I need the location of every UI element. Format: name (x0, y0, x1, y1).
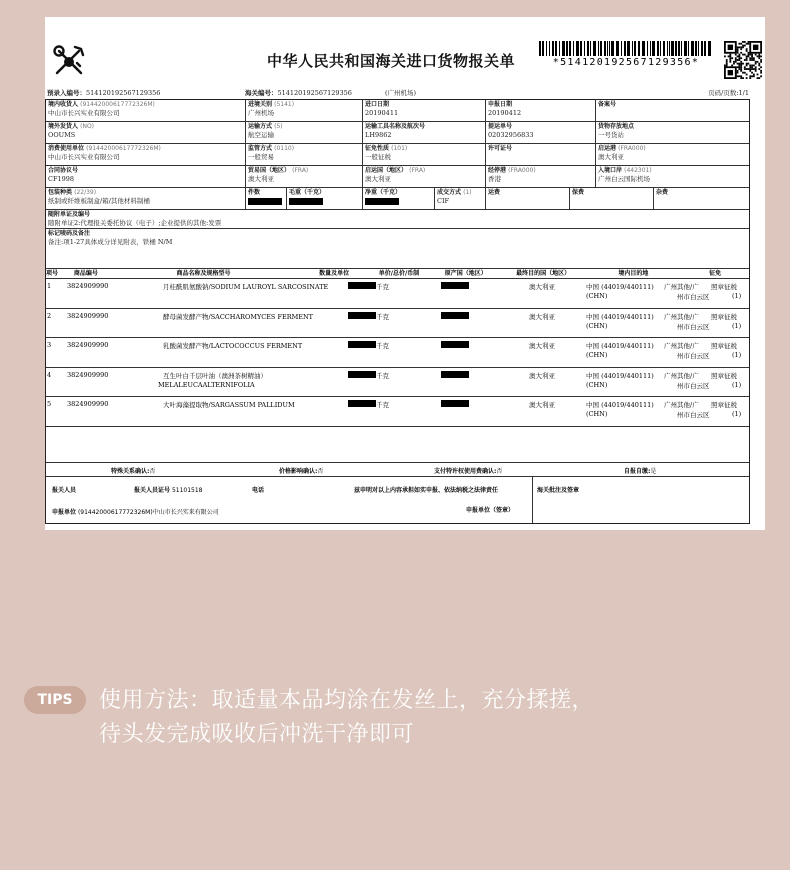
item-header-cell: 数量及单位 (319, 270, 350, 277)
item-unit: 千克 (376, 312, 389, 321)
item-hs: 3824909990 (67, 370, 109, 379)
tips-badge: TIPS (24, 686, 86, 714)
consignee-cell: 境内收货人 (91442000617772326M) 中山市长兴实业有限公司 (46, 100, 246, 121)
grid-row-3 (46, 144, 749, 166)
redacted-block (289, 198, 323, 205)
item-unit: 千克 (376, 371, 389, 380)
entry-port-cell: 入境口岸 (442301) 广州白云国际机场 (598, 167, 652, 183)
royalty-confirm: 支付特许权使用费确认:否 (434, 467, 503, 475)
item-dest2: (CHN) (586, 410, 608, 418)
tips-line-1: 使用方法：取适量本品均涂在发丝上，充分揉搓， (99, 688, 595, 713)
item-levy1: 照章征税 (711, 401, 737, 409)
license-cell: 许可证号 (486, 144, 596, 165)
item-place1: 广州其他/广 (664, 312, 699, 321)
item-name1: 大叶海藻提取物/SARGASSUM PALLIDUM (163, 401, 295, 409)
entry-office-cell: 进境关别 (5141) 广州机场 (246, 100, 363, 121)
declarant-label: 报关人员 (52, 486, 77, 494)
marks-cell: 标记唛码及备注 备注:项1-27具体成分详见附表，铁桶 N/M (48, 230, 173, 246)
net-weight-cell: 净重（千克） (363, 188, 435, 209)
warehouse-cell: 货物存放地点 一号货站 (598, 123, 635, 139)
item-levy2: (1) (732, 380, 742, 389)
item-levy1: 照章征税 (711, 312, 737, 321)
customs-note-label: 海关批注及签章 (537, 486, 580, 494)
declaration-grid (45, 99, 750, 524)
item-place2: 州市白云区 (677, 352, 710, 360)
item-name1: 乳酸菌发酵产物/LACTOCOCCUS FERMENT (163, 342, 303, 350)
freight-cell: 运费 (486, 188, 570, 209)
customs-emblem-icon (51, 43, 87, 79)
item-name2: MELALEUCAALTERNIFOLIA (158, 380, 255, 389)
page-count: 页码/页数:1/1 (708, 89, 749, 97)
item-hs: 3824909990 (67, 282, 109, 290)
item-origin: 澳大利亚 (529, 401, 555, 409)
item-unit: 千克 (376, 342, 389, 350)
item-header-cell: 原产国（地区） (444, 270, 487, 277)
item-place2: 州市白云区 (677, 322, 710, 331)
declarant-number: 报关人员证号 51101518 (134, 486, 203, 494)
item-name1: 月桂酰肌氨酸钠/SODIUM LAUROYL SARCOSINATE (163, 283, 329, 291)
item-dest1: 中国 (44019/440111) (586, 342, 654, 350)
transport-cell: 运输方式 (5) 航空运输 (246, 122, 363, 143)
item-dest1: 中国 (44019/440111) (586, 371, 654, 380)
origin-country-cell: 启运国（地区） (FRA) 澳大利亚 (363, 166, 486, 187)
phone-label: 电话 (252, 486, 265, 494)
redacted-block (441, 341, 469, 348)
item-hs: 3824909990 (67, 311, 109, 320)
bill-cell: 提运单号 02032956833 (486, 122, 596, 143)
items-body (46, 279, 749, 427)
grid-row-2 (46, 122, 749, 144)
redacted-block (348, 282, 376, 289)
supervision-cell: 监管方式 (0110) 一般贸易 (246, 144, 363, 165)
item-levy1: 照章征税 (711, 371, 737, 380)
liability-statement: 兹申明对以上内容承担如实申报、依法纳税之法律责任 (354, 486, 499, 494)
pre-entry-number: 预录入编号：514120192567129356 (47, 89, 161, 97)
documents-cell: 随附单证及编号 随附单证2:代理报关委托协议（电子）;企业提供的其他:发票 (48, 211, 222, 227)
item-header-cell: 项号 (46, 270, 59, 277)
user-cell: 消费使用单位 (91442000617772326M) 中山市长兴实业有限公司 (46, 144, 246, 165)
redacted-block (441, 312, 469, 319)
grid-row-1 (46, 100, 749, 122)
redacted-block (348, 371, 376, 378)
trade-country-cell: 贸易国（地区） (FRA) 澳大利亚 (246, 166, 363, 187)
item-no: 2 (47, 311, 52, 320)
misc-cell: 杂费 (656, 189, 669, 196)
item-hs: 3824909990 (67, 341, 109, 349)
redacted-block (441, 400, 469, 407)
declaring-unit: 申报单位 (91442000617772326M)中山市长兴实来有限公司 (52, 508, 219, 516)
item-place1: 广州其他/广 (664, 401, 699, 409)
item-row (46, 279, 749, 309)
insurance-cell: 保费 (570, 188, 654, 209)
redacted-block (441, 371, 469, 378)
marks-row (46, 229, 749, 269)
item-origin: 澳大利亚 (529, 283, 555, 291)
item-unit: 千克 (376, 283, 389, 291)
redacted-block (348, 312, 376, 319)
declarant-section (46, 477, 533, 523)
item-place2: 州市白云区 (677, 293, 710, 301)
item-origin: 澳大利亚 (529, 312, 555, 321)
barcode-number: *514120192567129356* (552, 57, 700, 68)
special-relation-confirm: 特殊关系确认:否 (111, 467, 156, 475)
item-row (46, 338, 749, 368)
item-header-cell: 商品名称及规格型号 (176, 270, 231, 277)
confirm-row (46, 463, 749, 477)
item-no: 3 (47, 341, 52, 349)
item-header-cell: 最终目的国（地区） (516, 270, 571, 277)
vessel-cell: 运输工具名称及航次号 LH9862 (363, 122, 486, 143)
item-dest2: (CHN) (586, 292, 608, 300)
seal-label: 申报单位（签章） (466, 506, 515, 514)
redacted-block (441, 282, 469, 289)
item-header-cell: 单价/总价/币制 (378, 270, 420, 277)
item-no: 1 (47, 282, 52, 290)
package-cell: 包装种类 (22/39) 纸制或纤维板制盒/箱/其他材料制桶 (46, 188, 246, 209)
item-levy2: (1) (732, 410, 742, 418)
item-header-cell: 商品编号 (73, 270, 98, 277)
item-no: 4 (47, 370, 52, 379)
redacted-block (348, 341, 376, 348)
signature-area (46, 477, 749, 523)
item-levy2: (1) (732, 321, 742, 330)
item-origin: 澳大利亚 (529, 371, 555, 380)
qr-code (724, 41, 762, 79)
items-header (46, 269, 749, 279)
item-name1: 互生叶白千层叶油（澳洲茶树精油） (163, 371, 267, 380)
item-place1: 广州其他/广 (664, 342, 699, 350)
item-hs: 3824909990 (67, 400, 109, 408)
item-row (46, 368, 749, 398)
redacted-block (365, 198, 399, 205)
item-dest2: (CHN) (586, 351, 608, 359)
item-place1: 广州其他/广 (664, 283, 699, 291)
item-no: 5 (47, 400, 52, 408)
redacted-block (248, 198, 282, 205)
declare-date-cell: 申报日期 20190412 (486, 100, 596, 121)
item-dest1: 中国 (44019/440111) (586, 312, 654, 321)
depart-port-cell: 启运港 (FRA000) 澳大利亚 (598, 145, 646, 161)
contract-cell: 合同协议号 CF1998 (46, 166, 246, 187)
item-header-cell: 境内目的地 (618, 270, 649, 277)
form-title: 中华人民共和国海关进口货物报关单 (267, 52, 516, 70)
item-levy2: (1) (732, 292, 742, 300)
item-unit: 千克 (376, 401, 389, 409)
item-dest2: (CHN) (586, 321, 608, 330)
pieces-cell: 件数 (246, 188, 287, 209)
port-note: (广州机场) (385, 89, 417, 97)
self-declare-confirm: 自报自缴:是 (624, 467, 657, 475)
tips-line-2: 待头发完成吸收后冲洗干净即可 (99, 722, 415, 747)
item-row (46, 397, 749, 427)
import-date-cell: 进口日期 20190411 (363, 100, 486, 121)
item-levy1: 照章征税 (711, 283, 737, 291)
item-place2: 州市白云区 (677, 381, 710, 390)
customs-number: 海关编号：514120192567129356 (245, 89, 352, 97)
item-row (46, 309, 749, 339)
customs-note-section (533, 477, 749, 523)
redacted-block (348, 400, 376, 407)
levy-cell: 征免性质 (101) 一般征税 (363, 144, 486, 165)
documents-row (46, 210, 749, 229)
items-blank-space (46, 427, 749, 463)
customs-declaration-form (45, 17, 765, 530)
price-influence-confirm: 价格影响确认:否 (279, 467, 324, 475)
consignor-cell: 境外发货人 (NO) OOUMS (46, 122, 246, 143)
item-levy2: (1) (732, 351, 742, 359)
grid-row-4 (46, 166, 749, 188)
gross-weight-cell: 毛重（千克） (287, 188, 363, 209)
item-dest2: (CHN) (586, 380, 608, 389)
item-origin: 澳大利亚 (529, 342, 555, 350)
stop-port-cell: 经停港 (FRA000) 香港 (486, 166, 596, 187)
item-place2: 州市白云区 (677, 411, 710, 419)
deal-cell: 成交方式 (1) CIF (435, 188, 486, 209)
item-levy1: 照章征税 (711, 342, 737, 350)
grid-row-5 (46, 188, 749, 210)
item-name1: 酵母菌发酵产物/SACCHAROMYCES FERMENT (163, 312, 314, 321)
item-dest1: 中国 (44019/440111) (586, 283, 654, 291)
record-cell: 备案号 (598, 101, 617, 108)
item-place1: 广州其他/广 (664, 371, 699, 380)
item-dest1: 中国 (44019/440111) (586, 401, 654, 409)
item-header-cell: 征免 (709, 270, 722, 277)
